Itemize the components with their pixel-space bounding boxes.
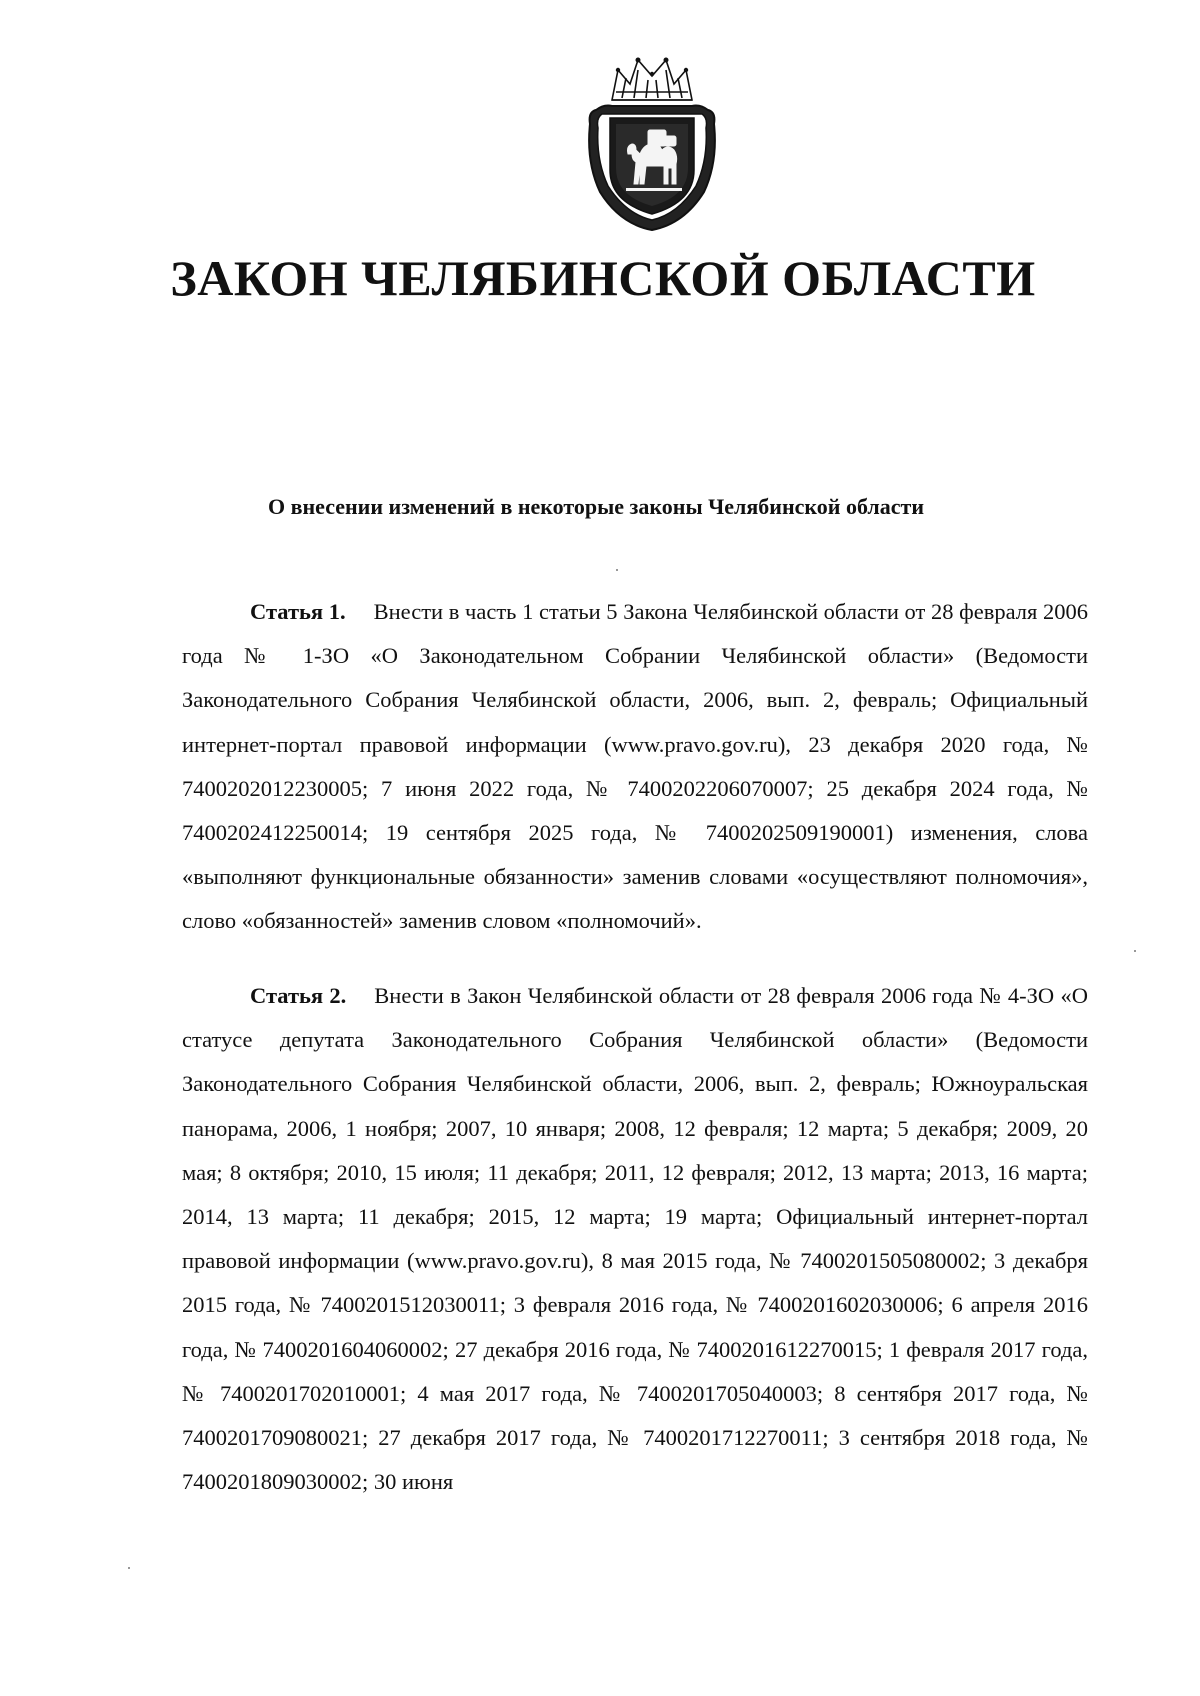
article-1-text: Внести в часть 1 статьи 5 Закона Челябинской области от 28 февраля 2006 года № 1-ЗО «О Законодательном Собрании Челябинской области» (Ведомости Законодательного Собрания Челябинской области, 2006, вып. 2, февраль; Официальный интернет-портал правовой информации (www.pravo.gov.ru), 23 декабря 2020 года, № 7400202012230005; 7 июня 2022 года, № 7400202206070007; 25 декабря 2024 года, № 7400202412250014; 19 сентября 2025 года, № 7400202509190001) изменения, слова «выполняют функциональные обязанности» заменив словами «осуществляют полномочия», слово «обязанностей» заменив словом «полномочий».	[182, 599, 1089, 934]
article-1	[182, 590, 1088, 944]
scan-speck	[1134, 950, 1136, 952]
law-title: ЗАКОН ЧЕЛЯБИНСКОЙ ОБЛАСТИ	[170, 250, 1036, 306]
article-2	[182, 974, 1088, 1504]
scan-speck	[616, 569, 618, 571]
article-1-label: Статья 1.	[250, 599, 346, 624]
coat-of-arms-emblem	[582, 52, 722, 232]
scan-speck	[128, 1567, 130, 1569]
law-subject-heading: О внесении изменений в некоторые законы Челябинской области	[268, 494, 925, 519]
article-2-label: Статья 2.	[250, 983, 347, 1008]
article-2-text: Внести в Закон Челябинской области от 28 февраля 2006 года № 4-ЗО «О статусе депутата Законодательного Собрания Челябинской области» (Ведомости Законодательного Собрания Челябинской области, 2006, вып. 2, февраль; Южноуральская панорама, 2006, 1 ноября; 2007, 10 января; 2008, 12 февраля; 12 марта; 5 декабря; 2009, 20 мая; 8 октября; 2010, 15 июля; 11 декабря; 2011, 12 февраля; 2012, 13 марта; 2013, 16 марта; 2014, 13 марта; 11 декабря; 2015, 12 марта; 19 марта; Официальный интернет-портал правовой информации (www.pravo.gov.ru), 8 мая 2015 года, № 7400201505080002; 3 декабря 2015 года, № 7400201512030011; 3 февраля 2016 года, № 7400201602030006; 6 апреля 2016 года, № 7400201604060002; 27 декабря 2016 года, № 7400201612270015; 1 февраля 2017 года, № 7400201702010001; 4 мая 2017 года, № 7400201705040003; 8 сентября 2017 года, № 7400201709080021; 27 декабря 2017 года, № 7400201712270011; 3 сентября 2018 года, № 7400201809030002; 30 июня	[182, 983, 1088, 1495]
